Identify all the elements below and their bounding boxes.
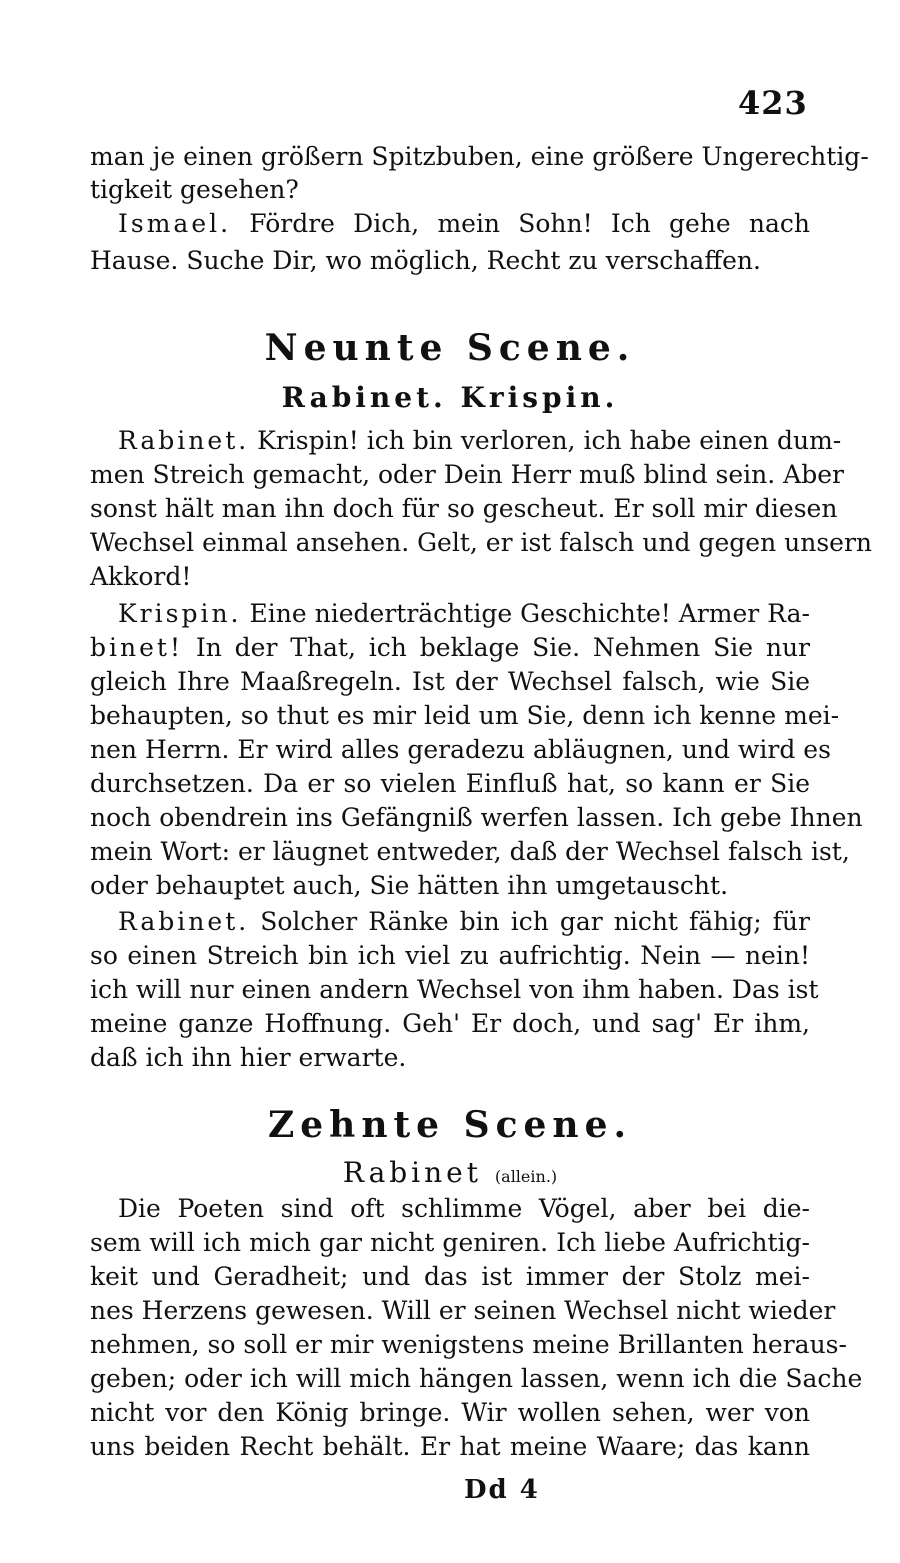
dialogue-line bbox=[118, 597, 810, 631]
dialogue-line bbox=[118, 905, 810, 939]
dialogue-text: In der That, ich beklage Sie. Nehmen Sie nur bbox=[195, 633, 810, 662]
text-line: nicht vor den König bringe. Wir wollen sehen, wer von bbox=[90, 1398, 810, 1427]
text-line: men Streich gemacht, oder Dein Herr muß blind sein. Aber bbox=[90, 460, 844, 489]
dialogue-line bbox=[118, 424, 842, 458]
dialogue-text: Fördre Dich, mein Sohn! Ich gehe nach bbox=[249, 209, 810, 238]
speaker-name: Rabinet. bbox=[118, 426, 250, 455]
scene-heading: Neunte Scene. bbox=[264, 327, 636, 369]
text-line: Die Poeten sind oft schlimme Vögel, aber bei die- bbox=[118, 1194, 810, 1223]
text-line: Akkord! bbox=[90, 562, 192, 591]
dialogue-text: Solcher Ränke bin ich gar nicht fähig; für bbox=[260, 907, 810, 936]
scene-cast-name: Rabinet bbox=[342, 1156, 482, 1189]
text-line: gleich Ihre Maaßregeln. Ist der Wechsel falsch, wie Sie bbox=[90, 667, 810, 696]
text-line: keit und Geradheit; und das ist immer der Stolz mei- bbox=[90, 1262, 810, 1291]
text-line: geben; oder ich will mich hängen lassen, wenn ich die Sache bbox=[90, 1364, 863, 1393]
scene-cast bbox=[0, 1156, 900, 1189]
text-line: durchsetzen. Da er so vielen Einfluß hat, so kann er Sie bbox=[90, 769, 810, 798]
text-line: nehmen, so soll er mir wenigstens meine Brillanten heraus- bbox=[90, 1330, 847, 1359]
text-line: sonst hält man ihn doch für so gescheut. Er soll mir diesen bbox=[90, 494, 838, 523]
text-line: tigkeit gesehen? bbox=[90, 175, 299, 204]
signature-mark: Dd 4 bbox=[464, 1475, 540, 1505]
text-line: noch obendrein ins Gefängniß werfen lassen. Ich gebe Ihnen bbox=[90, 803, 863, 832]
text-line: Hause. Suche Dir, wo möglich, Recht zu verschaffen. bbox=[90, 246, 761, 275]
text-line: oder behauptet auch, Sie hätten ihn umgetauscht. bbox=[90, 871, 729, 900]
dialogue-text: Eine niederträchtige Geschichte! Armer Ra- bbox=[249, 599, 810, 628]
text-line: nes Herzens gewesen. Will er seinen Wechsel nicht wieder bbox=[90, 1296, 836, 1325]
text-line: daß ich ihn hier erwarte. bbox=[90, 1043, 407, 1072]
dialogue-text: Krispin! ich bin verloren, ich habe einen dum- bbox=[257, 426, 842, 455]
text-line: so einen Streich bin ich viel zu aufrichtig. Nein — nein! bbox=[90, 941, 810, 970]
speaker-name: Krispin. bbox=[118, 599, 242, 628]
page-number: 423 bbox=[738, 84, 808, 122]
text-line: sem will ich mich gar nicht geniren. Ich liebe Aufrichtig- bbox=[90, 1228, 810, 1257]
text-line: ich will nur einen andern Wechsel von ihm haben. Das ist bbox=[90, 975, 819, 1004]
scene-heading: Zehnte Scene. bbox=[267, 1104, 633, 1146]
stage-direction: (allein.) bbox=[494, 1167, 558, 1186]
text-line: Wechsel einmal ansehen. Gelt, er ist falsch und gegen unsern bbox=[90, 528, 873, 557]
speaker-name: Ismael. bbox=[118, 209, 232, 238]
text-line: meine ganze Hoffnung. Geh' Er doch, und sag' Er ihm, bbox=[90, 1009, 810, 1038]
name-continuation: binet! bbox=[90, 633, 183, 662]
text-line: behaupten, so thut es mir leid um Sie, denn ich kenne mei- bbox=[90, 701, 840, 730]
text-line: uns beiden Recht behält. Er hat meine Waare; das kann bbox=[90, 1432, 810, 1461]
speaker-name: Rabinet. bbox=[118, 907, 250, 936]
text-line: man je einen größern Spitzbuben, eine größere Ungerechtig- bbox=[90, 142, 869, 171]
text-line: nen Herrn. Er wird alles geradezu abläugnen, und wird es bbox=[90, 735, 831, 764]
dialogue-line bbox=[118, 207, 810, 241]
scene-cast: Rabinet. Krispin. bbox=[281, 381, 619, 414]
text-line: mein Wort: er läugnet entweder, daß der Wechsel falsch ist, bbox=[90, 837, 850, 866]
dialogue-line bbox=[90, 631, 810, 665]
